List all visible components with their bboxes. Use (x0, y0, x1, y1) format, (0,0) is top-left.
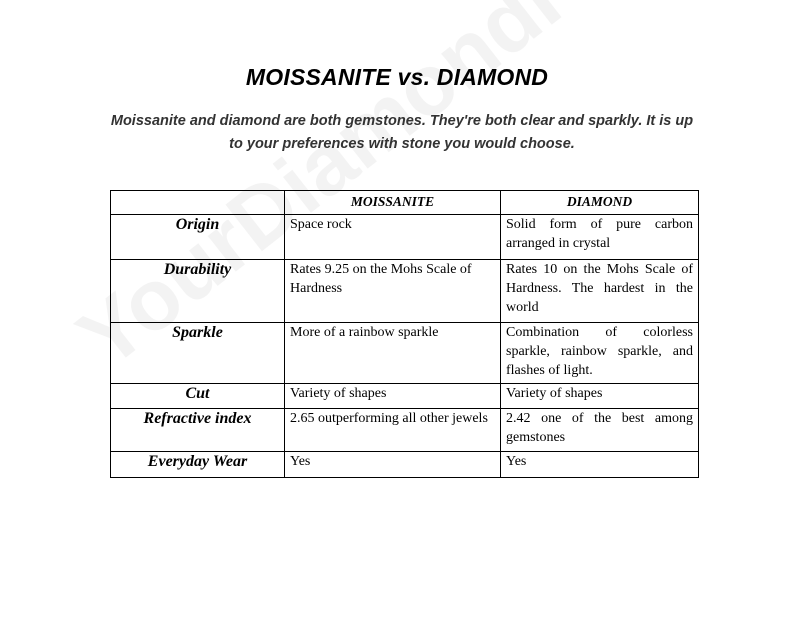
diamond-cell: Rates 10 on the Mohs Scale of Hardness. The hardest in the world (501, 260, 699, 323)
row-label: Everyday Wear (111, 452, 285, 478)
table-row (111, 260, 699, 323)
diamond-cell: Yes (501, 452, 699, 478)
moissanite-cell: Space rock (285, 215, 501, 260)
table-row (111, 409, 699, 452)
page-title: MOISSANITE vs. DIAMOND (245, 64, 549, 90)
row-label: Sparkle (111, 323, 285, 384)
moissanite-cell: Rates 9.25 on the Mohs Scale of Hardness (285, 260, 501, 323)
header-moissanite: MOISSANITE (285, 191, 501, 215)
moissanite-cell: 2.65 outperforming all other jewels (285, 409, 501, 452)
table-row (111, 323, 699, 384)
table-row (111, 452, 699, 478)
table-row (111, 384, 699, 409)
table-header-row (111, 191, 699, 215)
row-label: Durability (111, 260, 285, 323)
diamond-cell: Variety of shapes (501, 384, 699, 409)
diamond-cell: Solid form of pure carbon arranged in crystal (501, 215, 699, 260)
header-diamond: DIAMOND (501, 191, 699, 215)
intro-paragraph: Moissanite and diamond are both gemstones. They're both clear and sparkly. It is up to your preferences with stone you would choose. (110, 113, 694, 152)
row-label: Refractive index (111, 409, 285, 452)
comparison-table (110, 190, 699, 478)
row-label: Cut (111, 384, 285, 409)
diamond-cell: 2.42 one of the best among gemstones (501, 409, 699, 452)
moissanite-cell: More of a rainbow sparkle (285, 323, 501, 384)
row-label: Origin (111, 215, 285, 260)
moissanite-cell: Variety of shapes (285, 384, 501, 409)
table-row (111, 215, 699, 260)
diamond-cell: Combination of colorless sparkle, rainbow sparkle, and flashes of light. (501, 323, 699, 384)
header-empty-cell (111, 191, 285, 215)
moissanite-cell: Yes (285, 452, 501, 478)
